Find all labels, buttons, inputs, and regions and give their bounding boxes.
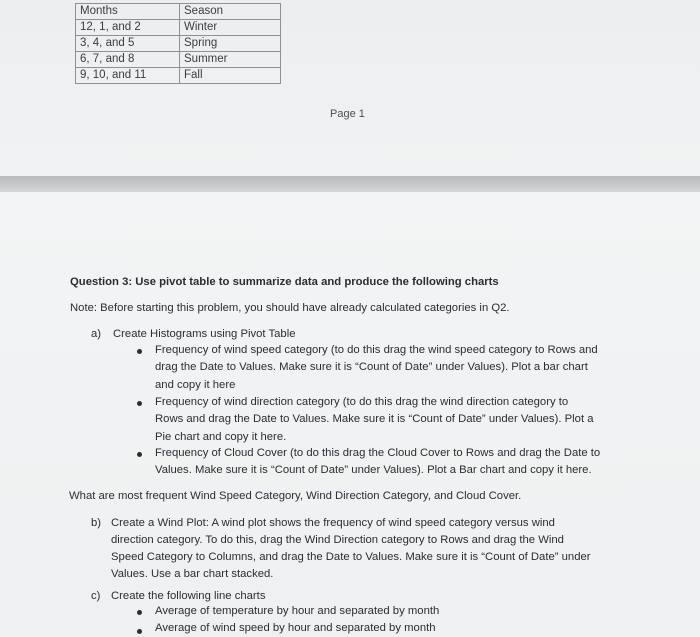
table-header-row bbox=[76, 4, 281, 20]
note-text: Note: Before starting this problem, you should have already calculated categories in Q2. bbox=[70, 302, 510, 314]
table-header-months: Months bbox=[76, 4, 180, 20]
part-a-bullet-1-line-2: drag the Date to Values. Make sure it is “Count of Date” under Values). Plot a bar chart bbox=[155, 361, 588, 373]
bullet-dot bbox=[137, 610, 142, 615]
question-title: Question 3: Use pivot table to summarize data and produce the following charts bbox=[70, 276, 499, 288]
part-c-bullet-1: Average of temperature by hour and separated by month bbox=[155, 605, 440, 617]
frequency-question: What are most frequent Wind Speed Category, Wind Direction Category, and Cloud Cover. bbox=[69, 490, 522, 502]
table-cell-season: Spring bbox=[180, 36, 281, 52]
table-cell-months: 3, 4, and 5 bbox=[76, 36, 180, 52]
part-a-bullet-2-line-1: Frequency of wind direction category (to do this drag the wind direction category to bbox=[155, 396, 569, 408]
bullet-dot bbox=[137, 452, 142, 457]
part-a-bullet-2-line-3: Pie chart and copy it here. bbox=[155, 431, 287, 443]
page-separator bbox=[0, 176, 700, 192]
bullet-dot bbox=[137, 349, 142, 354]
document-page-1 bbox=[0, 0, 700, 176]
part-c-label: c) bbox=[91, 590, 101, 602]
part-a-bullet-2-line-2: Rows and drag the Date to Values. Make sure it is “Count of Date” under Values). Plot a bbox=[155, 413, 594, 425]
part-c-title: Create the following line charts bbox=[111, 590, 266, 602]
table-row bbox=[76, 20, 281, 36]
table-row bbox=[76, 36, 281, 52]
part-a-bullet-3-line-2: Values. Make sure it is “Count of Date” under Values). Plot a Bar chart and copy it here. bbox=[155, 464, 592, 476]
part-c-bullet-2: Average of wind speed by hour and separated by month bbox=[155, 622, 436, 634]
part-a-title: Create Histograms using Pivot Table bbox=[113, 328, 296, 340]
table-cell-season: Winter bbox=[180, 20, 281, 36]
bullet-dot bbox=[137, 629, 142, 634]
part-a-bullet-1-line-1: Frequency of wind speed category (to do this drag the wind speed category to Rows and bbox=[155, 344, 598, 356]
table-cell-season: Fall bbox=[180, 68, 281, 84]
part-b-line-3: Speed Category to Columns, and drag the Date to Values. Make sure it is “Count of Date” under bbox=[111, 551, 591, 563]
part-a-bullet-1-line-3: and copy it here bbox=[155, 379, 236, 391]
table-cell-months: 9, 10, and 11 bbox=[76, 68, 180, 84]
part-b-line-2: direction category. To do this, drag the Wind Direction category to Rows and drag the Wind bbox=[111, 534, 564, 546]
table-row bbox=[76, 68, 281, 84]
part-a-label: a) bbox=[91, 328, 102, 340]
part-b-line-1: Create a Wind Plot: A wind plot shows the frequency of wind speed category versus wind bbox=[111, 517, 555, 529]
table-row bbox=[76, 52, 281, 68]
months-season-table bbox=[75, 3, 281, 84]
page-number: Page 1 bbox=[330, 108, 365, 120]
part-a-bullet-3-line-1: Frequency of Cloud Cover (to do this drag the Cloud Cover to Rows and drag the Date to bbox=[155, 447, 601, 459]
table-header-season: Season bbox=[180, 4, 281, 20]
table-cell-months: 12, 1, and 2 bbox=[76, 20, 180, 36]
part-b-label: b) bbox=[91, 517, 102, 529]
part-b-line-4: Values. Use a bar chart stacked. bbox=[111, 568, 274, 580]
table-cell-months: 6, 7, and 8 bbox=[76, 52, 180, 68]
bullet-dot bbox=[137, 401, 142, 406]
table-cell-season: Summer bbox=[180, 52, 281, 68]
